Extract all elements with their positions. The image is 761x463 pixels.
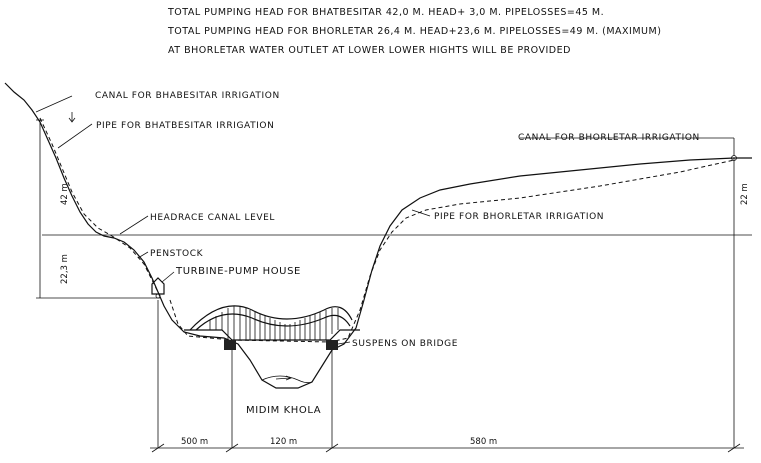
label-river: MIDIM KHOLA [246,405,322,416]
header-line-3: AT BHORLETAR WATER OUTLET AT LOWER LOWER HIGHTS WILL BE PROVIDED [168,45,571,56]
bridge-abutment-left [224,340,236,350]
dim-right-upper: 22 m [740,183,750,205]
label-turbine-pump-house: TURBINE-PUMP HOUSE [176,266,301,277]
dim-left-upper: 42 m [60,183,70,205]
label-pipe-bhatbesitar: PIPE FOR BHATBESITAR IRRIGATION [96,121,275,131]
pipe-bhatbesitar [40,118,160,296]
dim-left-lower: 22,3 m [60,254,70,284]
suspension-bridge [184,306,360,350]
label-penstock: PENSTOCK [150,249,204,259]
label-canal-bhabesitar: CANAL FOR BHABESITAR IRRIGATION [95,91,280,101]
dim-bottom-right: 580 m [470,437,498,447]
dim-bottom-left: 500 m [181,437,209,447]
dim-bottom-mid: 120 m [270,437,298,447]
bridge-abutment-right [326,340,338,350]
label-headrace: HEADRACE CANAL LEVEL [150,213,276,223]
label-pipe-bhorletar: PIPE FOR BHORLETAR IRRIGATION [434,212,605,222]
label-canal-bhorletar: CANAL FOR BHORLETAR IRRIGATION [518,133,700,143]
header-line-2: TOTAL PUMPING HEAD FOR BHORLETAR 26,4 M. HEAD+23,6 M. PIPELOSSES=49 M. (MAXIMUM) [168,26,662,37]
label-suspension-bridge: SUSPENS ON BRIDGE [352,339,458,349]
header-line-1: TOTAL PUMPING HEAD FOR BHATBESITAR 42,0 M. HEAD+ 3,0 M. PIPELOSSES=45 M. [168,7,605,18]
